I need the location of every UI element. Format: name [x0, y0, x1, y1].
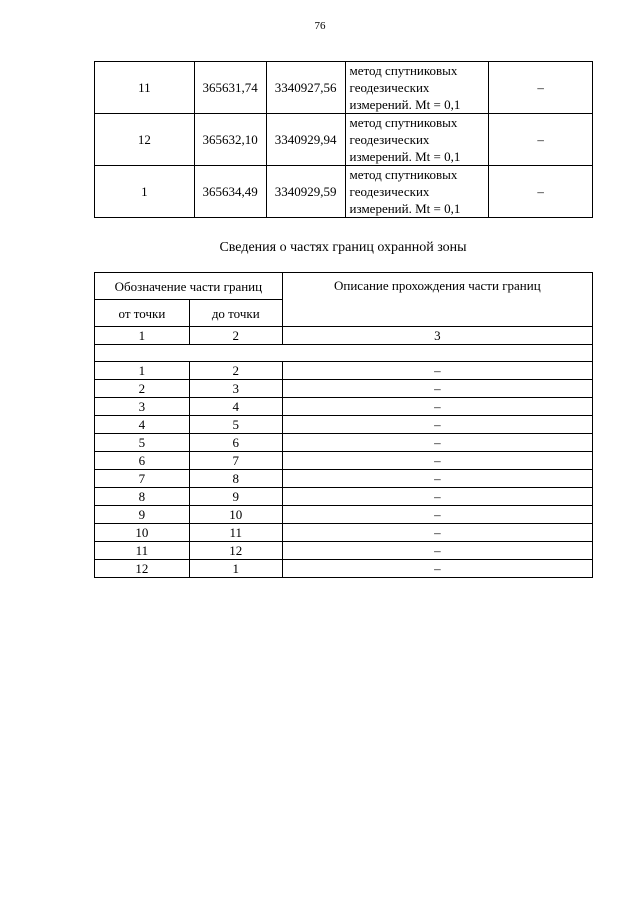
method-line: метод спутниковых — [349, 167, 458, 182]
table-row — [95, 416, 593, 434]
table-row — [95, 114, 593, 166]
description-cell: – — [282, 416, 592, 434]
table-row — [95, 524, 593, 542]
description-cell: – — [282, 452, 592, 470]
from-point-cell: 8 — [95, 488, 190, 506]
y-coordinate-cell: 3340929,94 — [266, 114, 345, 166]
table-row — [95, 488, 593, 506]
to-point-cell: 2 — [189, 362, 282, 380]
method-cell — [345, 114, 489, 166]
from-point-cell: 9 — [95, 506, 190, 524]
to-point-cell: 4 — [189, 398, 282, 416]
description-cell: – — [282, 362, 592, 380]
from-point-cell: 5 — [95, 434, 190, 452]
extra-cell: – — [489, 62, 593, 114]
method-line: геодезических — [349, 80, 430, 95]
method-line: измерений. Mt = 0,1 — [349, 97, 461, 112]
description-cell: – — [282, 542, 592, 560]
table-row — [95, 506, 593, 524]
description-cell: – — [282, 470, 592, 488]
method-line: измерений. Mt = 0,1 — [349, 149, 461, 164]
to-point-cell: 12 — [189, 542, 282, 560]
table-row — [95, 470, 593, 488]
y-coordinate-cell: 3340929,59 — [266, 166, 345, 218]
point-cell: 12 — [95, 114, 195, 166]
method-line: метод спутниковых — [349, 115, 458, 130]
table-row — [95, 62, 593, 114]
from-point-cell: 2 — [95, 380, 190, 398]
from-point-cell: 10 — [95, 524, 190, 542]
header-from-point: от точки — [95, 300, 190, 327]
column-number: 1 — [95, 327, 190, 345]
section-title: Сведения о частях границ охранной зоны — [219, 240, 467, 255]
method-cell — [345, 62, 489, 114]
from-point-cell: 1 — [95, 362, 190, 380]
description-cell: – — [282, 434, 592, 452]
header-to-point: до точки — [189, 300, 282, 327]
table-row — [95, 380, 593, 398]
column-number: 2 — [189, 327, 282, 345]
method-line: геодезических — [349, 132, 430, 147]
description-cell: – — [282, 488, 592, 506]
method-line: метод спутниковых — [349, 63, 458, 78]
from-point-cell: 6 — [95, 452, 190, 470]
to-point-cell: 11 — [189, 524, 282, 542]
table-row — [95, 434, 593, 452]
table-row — [95, 452, 593, 470]
x-coordinate-cell: 365631,74 — [194, 62, 266, 114]
to-point-cell: 6 — [189, 434, 282, 452]
table-row — [95, 560, 593, 578]
description-cell: – — [282, 380, 592, 398]
from-point-cell: 4 — [95, 416, 190, 434]
method-line: измерений. Mt = 0,1 — [349, 201, 461, 216]
x-coordinate-cell: 365632,10 — [194, 114, 266, 166]
header-designation: Обозначение части границ — [95, 273, 283, 300]
to-point-cell: 8 — [189, 470, 282, 488]
to-point-cell: 9 — [189, 488, 282, 506]
extra-cell: – — [489, 166, 593, 218]
empty-row — [95, 345, 593, 362]
method-line: геодезических — [349, 184, 430, 199]
table-row — [95, 362, 593, 380]
boundary-parts-table — [94, 272, 593, 578]
from-point-cell: 7 — [95, 470, 190, 488]
extra-cell: – — [489, 114, 593, 166]
description-cell: – — [282, 506, 592, 524]
page-number: 76 — [314, 20, 326, 32]
to-point-cell: 5 — [189, 416, 282, 434]
x-coordinate-cell: 365634,49 — [194, 166, 266, 218]
description-cell: – — [282, 560, 592, 578]
point-cell: 1 — [95, 166, 195, 218]
to-point-cell: 3 — [189, 380, 282, 398]
y-coordinate-cell: 3340927,56 — [266, 62, 345, 114]
from-point-cell: 12 — [95, 560, 190, 578]
to-point-cell: 10 — [189, 506, 282, 524]
to-point-cell: 1 — [189, 560, 282, 578]
column-number: 3 — [282, 327, 592, 345]
from-point-cell: 11 — [95, 542, 190, 560]
table-row — [95, 398, 593, 416]
description-cell: – — [282, 398, 592, 416]
table-row — [95, 542, 593, 560]
coordinates-table — [94, 61, 593, 218]
empty-cell — [95, 345, 593, 362]
from-point-cell: 3 — [95, 398, 190, 416]
table-row — [95, 166, 593, 218]
header-row — [95, 273, 593, 300]
header-description: Описание прохождения части границ — [282, 273, 592, 327]
point-cell: 11 — [95, 62, 195, 114]
to-point-cell: 7 — [189, 452, 282, 470]
description-cell: – — [282, 524, 592, 542]
method-cell — [345, 166, 489, 218]
column-numbers-row — [95, 327, 593, 345]
